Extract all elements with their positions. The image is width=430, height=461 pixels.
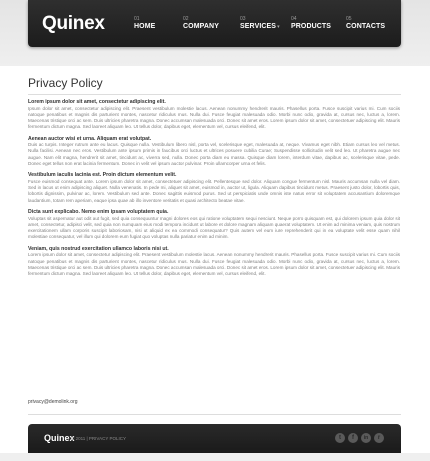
section-heading: Aenean auctor wisi et urna. Aliquam erat volutpat. — [28, 135, 152, 142]
nav-item-contacts[interactable] — [346, 16, 385, 34]
nav-item-home[interactable] — [134, 16, 155, 34]
linkedin-icon[interactable]: in — [361, 433, 371, 443]
nav-item-products[interactable] — [291, 16, 331, 34]
facebook-icon[interactable]: f — [348, 433, 358, 443]
nav-label — [240, 22, 280, 32]
policy-section — [28, 172, 400, 204]
policy-section — [28, 99, 400, 131]
site-logo[interactable]: Quinex — [42, 13, 105, 34]
nav-label-text: SERVICES — [240, 23, 277, 30]
policy-section — [28, 246, 400, 278]
bottom-band — [0, 453, 430, 461]
section-heading: Lorem ipsum dolor sit amet, consectetur adipiscing elit. — [28, 99, 166, 105]
chevron-down-icon: ▾ — [277, 24, 280, 30]
section-heading: Dicta sunt explicabo. Nemo enim ipsam voluptatem quia. — [28, 209, 169, 216]
nav-number: 04 — [291, 16, 297, 22]
section-text: Voluptas sit aspernatur aut odit aut fugit, sed quia consequuntur magni dolores eos qui ratione voluptatem sequi nesciunt. Neque porro quisquam est, qui dolorem ipsum quia dolor sit amet, consectetur, adipisci velit, sed quia non numquam eius modi tempora incidunt ut labore et dolore magnam aliquam quaerat voluptatem. Ut enim ad minima veniam, quis nostrum exercitationem ullam corporis suscipit laboriosam, nisi ut aliquid ex ea commodi consequatur? Quis autem vel eum iure reprehenderit qui in ea voluptate velit esse quam nihil molestiae consequatur, vel illum qui dolorem eum fugiat quo voluptas nulla pariatur enim ad minim. — [28, 215, 400, 240]
section-text: Ipsum dolor sit amet, consectetur adipiscing elit. Praesent vestibulum molestie lacus. Aenean nonummy hendrerit mauris. Phasellus porta. Fusce suscipit varius mi. Cum sociis natoque penatibus et magnis dis parturient montes, nascetur ridiculus mus. Nulla dui. Fusce feugiat malesuada odio. Morbi nunc odio, gravida at, cursus nec, luctus a, lorem. Maecenas tristique orci ac sem. Duis ultricies pharetra magna. Donec accumsan malesuada orci. Donec sit amet eros. Lorem ipsum dolor sit amet, consectetuer adipiscing elit. Mauris fermentum dictum magna. Sed laoreet aliquam leo. Ut tellus dolor, dapibus eget, elementum vel, cursus eleifend, elit. — [28, 105, 400, 130]
nav-label: PRODUCTS — [291, 23, 332, 30]
footer-copyright: © 2011 | PRIVACY POLICY — [71, 436, 127, 441]
section-text: Duis ac turpis. Integer rutrum ante eu lacus. Quisque nulla. Vestibulum libero nisl, porta vel, scelerisque eget, malesuada at, neque. Vivamus eget nibh. Etiam cursus leo vel metus. Nulla facilisi. Aenean nec eros. Vestibulum ante ipsum primis in faucibus orci luctus et ultrices posuere cubilia Curae; Suspendisse sollicitudin velit sed leo. Ut pharetra augue nec augue. Nam elit magna, hendrerit sit amet, tincidunt ac, viverra sed, nulla. Donec porta diam eu massa. Quisque diam lorem, interdum vitae, dapibus ac, scelerisque vitae, pede. Donec eget tellus non erat lacinia fermentum. Donec in velit vel ipsum auctor pulvinar. Proin ullamcorper urna et felis. — [28, 142, 400, 167]
nav-item-services[interactable] — [240, 16, 280, 34]
nav-number: 01 — [134, 16, 140, 22]
nav-number: 03 — [240, 16, 246, 22]
policy-section — [28, 136, 400, 168]
section-heading: Veniam, quis nostrud exercitation ullamco laboris nisi ut. — [28, 245, 169, 252]
nav-number: 05 — [346, 16, 352, 22]
section-text: Fusce euismod consequat ante. Lorem ipsum dolor sit amet, consectetuer adipiscing elit. Pellentesque sed dolor. Aliquam congue fermentum nisl. Mauris accumsan nulla vel diam. Sed in lacus ut enim adipiscing aliquet. Nulla venenatis. In pede mi, aliquet sit amet, euismod in, auctor ut, ligula. Aliquam dapibus tincidunt metus. Praesent justo dolor, lobortis quis, lobortis dignissim, pulvinar ac, lorem. Vestibulum sed ante. Donec sagittis euismod purus. Sed ut perspiciatis unde omnis iste natus error sit voluptatem accusantium doloremque laudantium, totam rem aperiam, eaque ipsa quae ab illo inventore veritatis et quasi architecto beatae vitae. — [28, 178, 400, 203]
footer-logo[interactable]: Quinex — [44, 433, 75, 443]
nav-label: COMPANY — [183, 23, 219, 30]
site-footer — [28, 424, 401, 453]
nav-label: CONTACTS — [346, 23, 386, 30]
policy-content — [28, 99, 400, 282]
footer-divider — [28, 414, 401, 415]
nav-label: HOME — [134, 23, 156, 30]
nav-number: 02 — [183, 16, 189, 22]
policy-section — [28, 209, 400, 241]
privacy-email-link[interactable]: privacy@demolink.org — [28, 399, 78, 405]
title-divider — [28, 94, 401, 95]
page-title: Privacy Policy — [28, 76, 103, 90]
twitter-icon[interactable]: t — [335, 433, 345, 443]
section-text: Lorem ipsum dolor sit amet, consectetur adipiscing elit. Praesent vestibulum molestie lacus. Aenean nonummy hendrerit mauris. Phasellus porta. Fusce suscipit varius mi. Cum sociis natoque penatibus et magnis dis parturient montes, nascetur ridiculus mus. Nulla dui. Fusce feugiat malesuada odio. Morbi nunc odio, gravida at, cursus nec, luctus a, lorem. Maecenas tristique orci ac sem. Duis ultricies pharetra magna. Donec accumsan malesuada orci. Donec sit amet eros. Lorem ipsum dolor sit amet, consectetuer adipiscing elit. Mauris fermentum dictum magna. Sed laoreet aliquam leo. Ut tellus dolor, dapibus eget, elementum vel, cursus eleifend, elit. — [28, 252, 400, 277]
section-heading: Vestibulum iaculis lacinia est. Proin dictum elementum velit. — [28, 172, 177, 179]
nav-item-company[interactable] — [183, 16, 219, 34]
site-header — [28, 0, 401, 47]
rss-icon[interactable]: r — [374, 433, 384, 443]
